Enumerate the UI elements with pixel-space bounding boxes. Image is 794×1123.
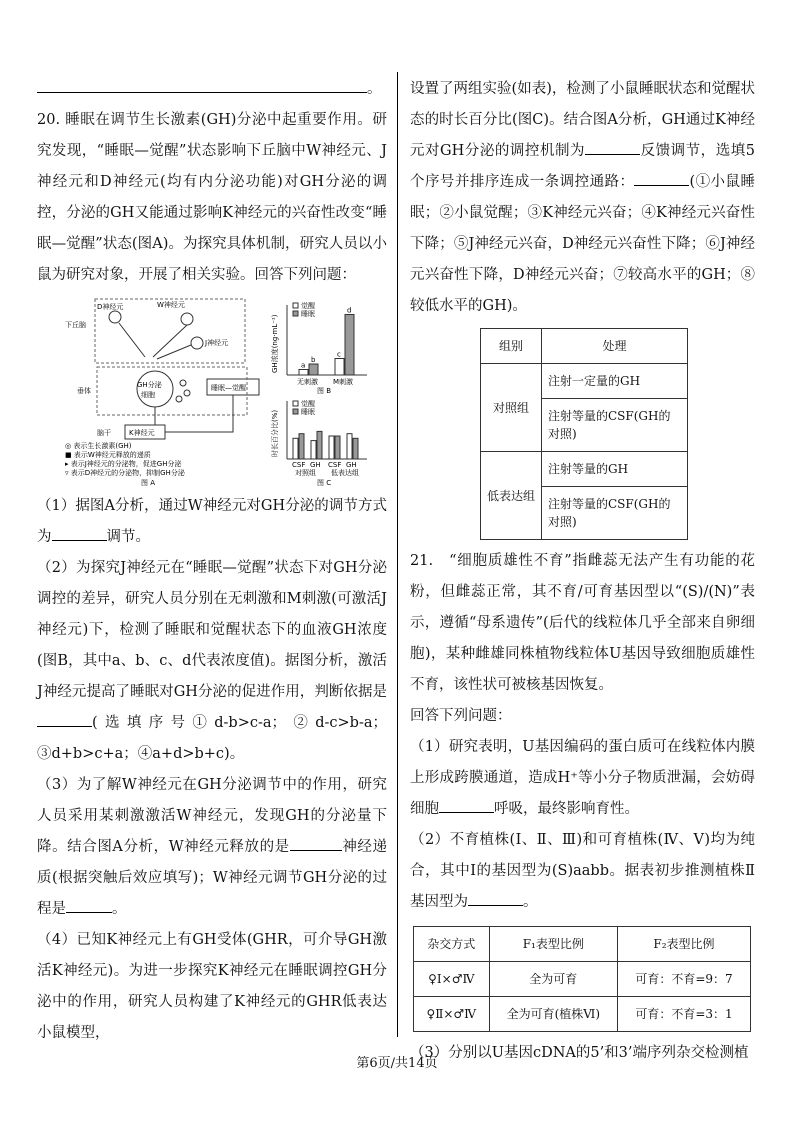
- table-cell: 可育：不育=9：7: [617, 962, 750, 997]
- d-neuron-label: D神经元: [97, 303, 124, 311]
- j-neuron-label: J神经元: [205, 339, 229, 347]
- w-neuron-label: W神经元: [157, 301, 185, 309]
- chart-c-bar: [329, 436, 334, 459]
- chart-c-bar: [335, 436, 340, 459]
- gh-cell-label-1: GH分泌: [137, 381, 162, 389]
- chart-c-ylabel: 时长百分比(%): [271, 409, 279, 457]
- chart-c-bar: [347, 434, 352, 459]
- table-cell: ♀Ⅱ×♂Ⅳ: [414, 997, 490, 1032]
- chart-b-category: M刺激: [333, 378, 354, 386]
- right-column: [410, 74, 755, 1069]
- table-cell: 注射一定量的GH: [542, 364, 688, 399]
- caption-b: 图 B: [317, 387, 332, 395]
- chart-b-bar-label: b: [311, 356, 316, 364]
- q20-2: （2）为探究J神经元在“睡眠—觉醒”状态下对GH分泌调控的差异，研究人员分别在无刺激和M刺激(可激活J神经元)下，检测了睡眠和觉醒状态下的血液GH浓度(图B，其中a、b、c、d代表浓度值)。据图分析，激活J神经元提高了睡眠对GH分泌的促进作用，判断依据是(选填序号①d-b>c-a；②d-c>b-a；③d+b>c+a；④a+d>b+c)。: [37, 560, 387, 762]
- chart-b-category: 无刺激: [297, 378, 318, 386]
- k-neuron-label: K神经元: [129, 429, 155, 437]
- chart-b-legend-swatch: [293, 311, 298, 316]
- chart-c-bar: [317, 431, 322, 459]
- column-divider: [397, 72, 398, 1037]
- chart-c-category: GH: [346, 461, 357, 469]
- brainstem-label: 脑干: [97, 429, 111, 437]
- chart-c-category: GH: [310, 461, 321, 469]
- table-header: F₁表型比例: [489, 927, 617, 962]
- chart-b-bar: [309, 364, 318, 375]
- table-cell: ♀Ⅰ×♂Ⅳ: [414, 962, 490, 997]
- legend-w: ■ 表示W神经元释放的递质: [65, 451, 151, 459]
- chart-c-group: 低表达组: [331, 469, 359, 477]
- q20-4-cont: 设置了两组实验(如表)，检测了小鼠睡眠状态和觉醒状态的时长百分比(图C)。结合图A分析，GH通过K神经元对GH分泌的调控机制为 反馈调节，选填5个序号并排序连成一条调控通路： (①小鼠睡眠；②小鼠觉醒；③K神经元兴奋；④K神经元兴奋性下降；⑤J神经元兴奋，D神经元兴奋性下降；⑥J神经元兴奋性下降，D神经元兴奋；⑦较高水平的GH；⑧较低水平的GH)。: [410, 81, 755, 314]
- q21-1: （1）研究表明，U基因编码的蛋白质可在线粒体内膜上形成跨膜通道，造成H⁺等小分子物质泄漏，会妨碍细胞 呼吸，最终影响育性。: [410, 739, 755, 817]
- chart-c-legend-label: 睡眠: [301, 408, 315, 416]
- j-neuron-shape: [191, 337, 203, 349]
- q21-3: （3）分别以U基因cDNA的5’和3’端序列杂交检测植: [410, 1045, 749, 1061]
- table-header: 处理: [542, 329, 688, 364]
- q20-1: （1）据图A分析，通过W神经元对GH分泌的调节方式为 调节。: [37, 498, 387, 545]
- table-cell: 可育：不育=3：1: [617, 997, 750, 1032]
- chart-c-bar: [311, 441, 316, 459]
- chart-c-legend-swatch: [293, 401, 298, 406]
- table-cell: 注射等量的GH: [542, 452, 688, 487]
- chart-b-bar: [299, 370, 308, 376]
- chart-c: [270, 399, 367, 487]
- chart-c-legend-swatch: [293, 409, 298, 414]
- q21-intro: 回答下列问题：: [410, 708, 512, 724]
- chart-c-bar: [299, 434, 304, 459]
- chart-c-bar: [293, 438, 298, 459]
- chart-b-legend-label: 睡眠: [301, 310, 315, 318]
- legend-gh: ◎ 表示生长激素(GH): [65, 442, 132, 450]
- gh-cell-label-2: 细胞: [141, 391, 155, 399]
- q21-stem: 21. “细胞质雄性不育”指雌蕊无法产生有功能的花粉，但雌蕊正常，其不育/可育基因型以“(S)/(N)”表示，遵循“母系遗传”(后代的线粒体几乎全部来自卵细胞)，某种雌雄同株植物线粒体U基因导致细胞质雄性不育，该性状可被核基因恢复。: [410, 553, 755, 693]
- table-header: F₂表型比例: [617, 927, 750, 962]
- chart-b-bar: [345, 315, 354, 376]
- table-cell: 低表达组: [481, 452, 542, 540]
- w-neuron-shape: [181, 313, 193, 325]
- table-cell: 全为可育: [489, 962, 617, 997]
- q20-intro: 20. 睡眠在调节生长激素(GH)分泌中起重要作用。研究发现，“睡眠—觉醒”状态影响下丘脑中W神经元、J神经元和D神经元(均有内分泌功能)对GH分泌的调控，分泌的GH又能通过影响K神经元的兴奋性改变“睡眠—觉醒”状态(图A)。为探究具体机制，研究人员以小鼠为研究对象，开展了相关实验。回答下列问题：: [37, 112, 387, 283]
- answer-line-continuation: 。: [37, 74, 387, 105]
- chart-c-category: CSF: [292, 461, 306, 469]
- sleep-wake-label: 睡眠—觉醒: [211, 384, 246, 392]
- chart-b-legend-label: 觉醒: [301, 302, 315, 310]
- chart-c-group: 对照组: [295, 469, 316, 477]
- legend-d: ▿ 表示D神经元的分泌物，抑制GH分泌: [65, 469, 185, 477]
- caption-c: 图 C: [317, 479, 332, 487]
- chart-b-bar: [335, 359, 344, 376]
- left-column: [37, 74, 387, 1049]
- d-neuron-shape: [109, 311, 121, 323]
- chart-b: [270, 301, 367, 395]
- q20-4: （4）已知K神经元上有GH受体(GHR，可介导GH激活K神经元)。为进一步探究K神经元在睡眠调控GH分泌中的作用，研究人员构建了K神经元的GHR低表达小鼠模型，: [37, 932, 387, 1041]
- table-cell: 注射等量的CSF(GH的对照): [542, 487, 688, 540]
- figure-group: [37, 297, 387, 487]
- figure-a: [37, 297, 387, 487]
- chart-b-bar-label: a: [301, 361, 306, 370]
- chart-b-legend-swatch: [293, 303, 298, 308]
- experiment-table: [480, 328, 688, 540]
- gh-cell-shape: [137, 371, 173, 407]
- chart-b-bar-label: d: [347, 306, 352, 315]
- chart-c-bar: [353, 438, 358, 459]
- chart-c-legend-label: 觉醒: [301, 400, 315, 408]
- q20-3: （3）为了解W神经元在GH分泌调节中的作用，研究人员采用某刺激激活W神经元，发现GH的分泌量下降。结合图A分析，W神经元释放的是 神经递质(根据突触后效应填写)；W神经元调节GH分泌的过程是 。: [37, 777, 388, 917]
- table-cell: 注射等量的CSF(GH的对照): [542, 399, 688, 452]
- pituitary-label: 垂体: [77, 387, 91, 395]
- chart-c-category: CSF: [328, 461, 342, 469]
- page-footer: 第6页/共14页: [356, 1056, 438, 1071]
- table-header: 杂交方式: [414, 927, 490, 962]
- caption-a: 图 A: [141, 479, 156, 487]
- q21-2: （2）不育植株(Ⅰ、Ⅱ、Ⅲ)和可育植株(Ⅳ、Ⅴ)均为纯合，其中Ⅰ的基因型为(S)aabb。据表初步推测植株Ⅱ基因型为 。: [410, 832, 755, 910]
- table-header: 组别: [481, 329, 542, 364]
- chart-b-ylabel: GH浓度(ng·mL⁻¹): [271, 314, 279, 373]
- hypothalamus-label: 下丘脑: [65, 321, 86, 329]
- legend-j: ▸ 表示J神经元的分泌物，促进GH分泌: [65, 460, 182, 468]
- chart-b-bar-label: c: [337, 350, 341, 359]
- table-cell: 全为可育(植株Ⅵ): [489, 997, 617, 1032]
- table-cell: 对照组: [481, 364, 542, 452]
- cross-table: [413, 926, 751, 1032]
